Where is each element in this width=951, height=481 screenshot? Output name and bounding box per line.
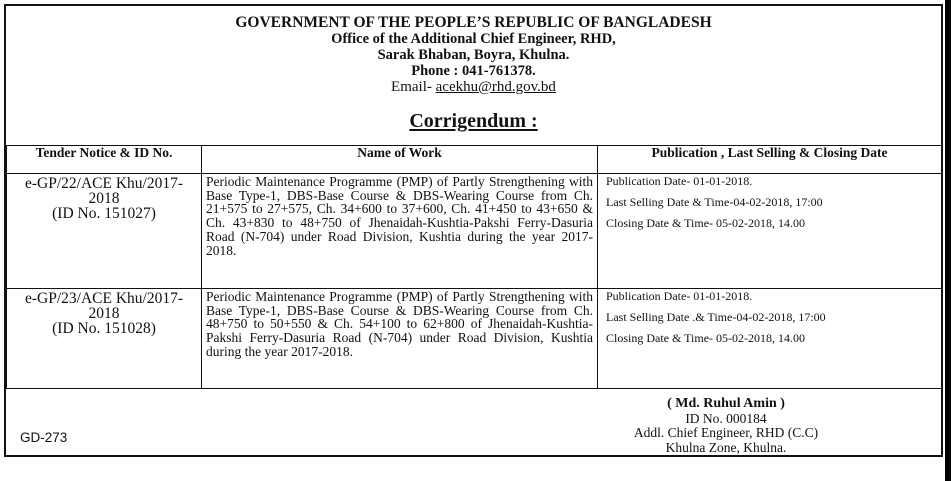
signatory-name: ( Md. Ruhul Amin ): [667, 396, 785, 411]
office-name: Office of the Additional Chief Engineer, RHD,: [331, 31, 616, 47]
signatory-id: ID No. 000184: [685, 410, 767, 426]
tender-id-cell: [7, 289, 202, 389]
closing-date: Closing Date & Time- 05-02-2018, 14.00: [606, 216, 806, 230]
closing-date: Closing Date & Time- 05-02-2018, 14.00: [606, 331, 806, 345]
last-selling-date: Last Selling Date .& Time-04-02-2018, 17:00: [606, 310, 826, 324]
signature-block: [576, 397, 876, 455]
office-address: Sarak Bhaban, Boyra, Khulna.: [377, 47, 570, 63]
tender-reference: e-GP/23/ACE Khu/2017-2018: [24, 290, 183, 322]
table-row: [7, 289, 942, 389]
tender-reference: e-GP/22/ACE Khu/2017-2018: [24, 175, 183, 207]
work-description: Periodic Maintenance Programme (PMP) of Partly Strengthening with Base Type-1, DBS-Base Course & DBS-Wearing Course from Ch. 21+575 to 27+575, Ch. 34+600 to 37+600, Ch. 41+450 to 43+650 & Ch. 43+830 to 48+750 of Jhenaidah-Kushtia-Pakshi Ferry-Dasuria Road (N-704) under Road Division, Kushtia during the year 2017-2018.: [202, 174, 598, 289]
tender-id-number: (ID No. 151027): [52, 205, 156, 222]
corrigendum-title: Corrigendum :: [409, 110, 538, 132]
signatory-title: Addl. Chief Engineer, RHD (C.C): [633, 425, 819, 440]
column-header-tender: Tender Notice & ID No.: [7, 146, 202, 174]
notice-header: [6, 15, 941, 96]
email-label: Email-: [391, 79, 436, 95]
table-row: [7, 174, 942, 289]
work-description: Periodic Maintenance Programme (PMP) of Partly Strengthening with Base Type-1, DBS-Base Course & DBS-Wearing Course from Ch. 48+750 to 50+550 & Ch. 54+100 to 62+800 of Jhenaidah-Kushtia-Pakshi Ferry-Dasuria Road (N-704) under Road Division, Kushtia during the year 2017-2018.: [202, 289, 598, 389]
column-header-work: Name of Work: [202, 146, 598, 174]
signatory-zone: Khulna Zone, Khulna.: [665, 439, 787, 455]
government-title: GOVERNMENT OF THE PEOPLE’S REPUBLIC OF BANGLADESH: [235, 14, 712, 31]
tender-id-number: (ID No. 151028): [52, 320, 156, 337]
table-header-row: [7, 146, 942, 174]
tender-id-cell: [7, 174, 202, 289]
right-edge-bar: [945, 0, 951, 481]
notice-title: [6, 110, 941, 132]
gd-number: GD-273: [20, 430, 68, 445]
last-selling-date: Last Selling Date & Time-04-02-2018, 17:00: [606, 195, 823, 209]
office-email-line: [6, 79, 941, 96]
publication-date: Publication Date- 01-01-2018.: [606, 289, 753, 303]
tender-table: [6, 145, 942, 389]
dates-cell: [598, 289, 942, 389]
dates-cell: [598, 174, 942, 289]
publication-date: Publication Date- 01-01-2018.: [606, 174, 753, 188]
column-header-dates: Publication , Last Selling & Closing Date: [598, 146, 942, 174]
office-phone: Phone : 041-761378.: [411, 63, 536, 79]
email-link[interactable]: acekhu@rhd.gov.bd: [435, 79, 556, 95]
notice-frame: [4, 4, 943, 457]
